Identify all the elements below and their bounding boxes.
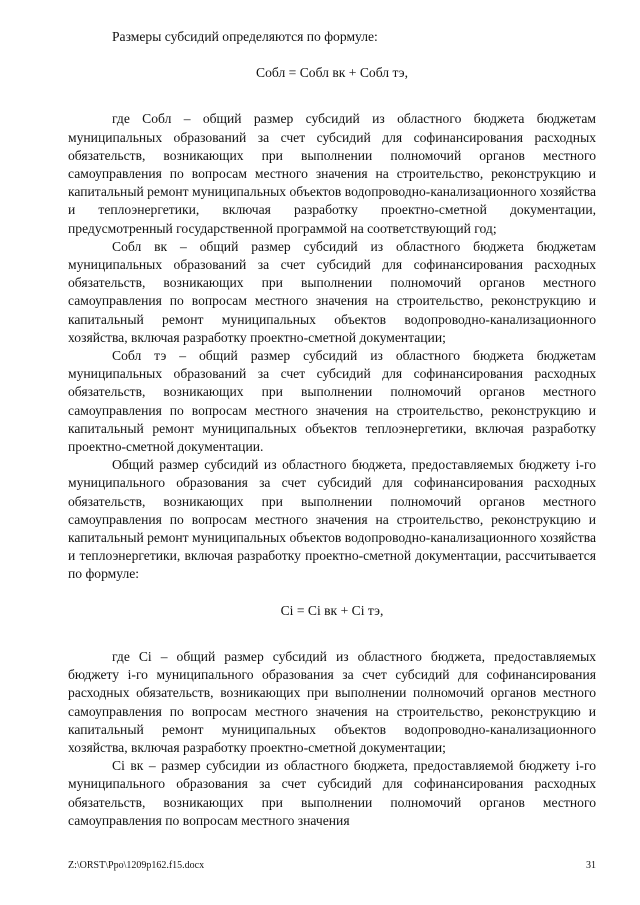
paragraph-municipal-subsidy: Общий размер субсидий из областного бюджета, предоставляемых бюджету i-го муниципального образования за счет субсидий для софинансирования расходных обязательств, возникающих при выполнении полномочий органов местного самоуправления по вопросам местного значения на строительство, реконструкцию и капитальный ремонт муниципальных объектов водопроводно-канализационного хозяйства и теплоэнергетики, включая разработку проектно-сметной документации, рассчитывается по формуле: bbox=[68, 457, 596, 582]
file-path: Z:\ORST\Ppo\1209p162.f15.docx bbox=[68, 860, 205, 871]
paragraph-ci-definition: где Ci – общий размер субсидий из областного бюджета, предоставляемых бюджету i-го муниципального образования за счет субсидий для софинансирования расходных обязательств, возникающих при выполнении полномочий органов местного самоуправления по вопросам местного значения на строительство, реконструкцию и капитальный ремонт муниципальных объектов водопроводно-канализационного хозяйства, включая разработку проектно-сметной документации; bbox=[68, 648, 596, 755]
paragraph-ci-vk-definition: Ci вк – размер субсидии из областного бюджета, предоставляемой бюджету i-го муниципального образования за счет субсидий для софинансирования расходных обязательств, возникающих при выполнении полномочий органов местного самоуправления по вопросам местного значения bbox=[68, 758, 596, 828]
paragraph-cobl-definition: где Cобл – общий размер субсидий из областного бюджета бюджетам муниципальных образований за счет субсидий для софинансирования расходных обязательств, возникающих при выполнении полномочий органов местного самоуправления по вопросам местного значения на строительство, реконструкцию и капитальный ремонт муниципальных объектов водопроводно-канализационного хозяйства и теплоэнергетики, включая разработку проектно-сметной документации, предусмотренный государственной программой на соответствующий год; bbox=[68, 111, 596, 236]
paragraph-cobl-te-definition: Cобл тэ – общий размер субсидий из областного бюджета бюджетам муниципальных образований за счет субсидий для софинансирования расходных обязательств, возникающих при выполнении полномочий органов местного самоуправления по вопросам местного значения на строительство, реконструкцию и капитальный ремонт муниципальных объектов теплоэнергетики, включая разработку проектно-сметной документации. bbox=[68, 348, 596, 455]
formula-municipal: Ci = Ci вк + Ci тэ, bbox=[280, 602, 384, 618]
paragraph-cobl-vk-definition: Cобл вк – общий размер субсидий из областного бюджета бюджетам муниципальных образований за счет субсидий для софинансирования расходных обязательств, возникающих при выполнении полномочий органов местного самоуправления по вопросам местного значения на строительство, реконструкцию и капитальный ремонт муниципальных объектов водопроводно-канализационного хозяйства, включая разработку проектно-сметной документации; bbox=[68, 238, 596, 345]
intro-paragraph: Размеры субсидий определяются по формуле: bbox=[112, 29, 378, 44]
page-footer bbox=[68, 860, 596, 872]
page-number: 31 bbox=[586, 860, 596, 871]
formula-total: Cобл = Cобл вк + Cобл тэ, bbox=[256, 65, 408, 81]
document-page bbox=[68, 28, 596, 848]
